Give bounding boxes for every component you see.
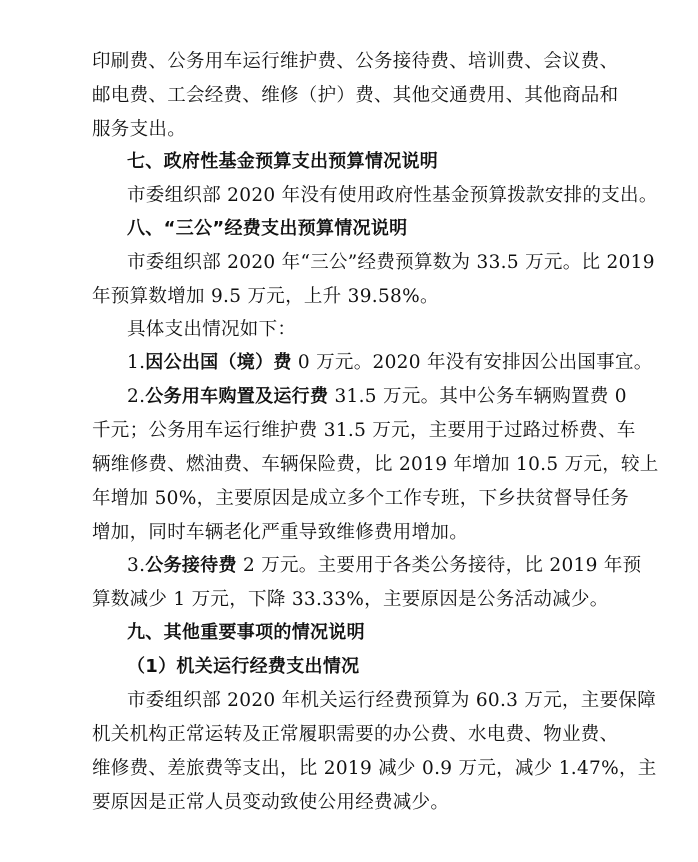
item-title: 公务用车购置及运行费 xyxy=(145,386,329,407)
item-number: 3. xyxy=(127,555,146,576)
paragraph-line: 市委组织部 2020 年“三公”经费预算数为 33.5 万元。比 2019 xyxy=(127,252,655,273)
list-item-1 xyxy=(127,346,653,380)
paragraph-line: 市委组织部 2020 年机关运行经费预算为 60.3 万元，主要保障 xyxy=(127,690,656,711)
paragraph-line: 千元；公务用车运行维护费 31.5 万元，主要用于过路过桥费、车 xyxy=(92,420,636,441)
paragraph-line: 辆维修费、燃油费、车辆保险费，比 2019 年增加 10.5 万元，较上 xyxy=(92,454,659,475)
list-item-2 xyxy=(127,380,627,414)
paragraph-line: 机关机构正常运转及正常履职需要的办公费、水电费、物业费、 xyxy=(92,724,619,745)
paragraph-line: 维修费、差旅费等支出，比 2019 减少 0.9 万元，减少 1.47%，主 xyxy=(92,758,657,779)
paragraph-line: 增加，同时车辆老化严重导致维修费用增加。 xyxy=(92,522,469,543)
paragraph-line: 年预算数增加 9.5 万元，上升 39.58%。 xyxy=(92,286,439,307)
paragraph-line: 市委组织部 2020 年没有使用政府性基金预算拨款安排的支出。 xyxy=(127,185,658,206)
paragraph-line: 算数减少 1 万元，下降 33.33%，主要原因是公务活动减少。 xyxy=(92,589,609,610)
paragraph-line: 要原因是正常人员变动致使公用经费减少。 xyxy=(92,792,450,813)
item-title: 因公出国（境）费 xyxy=(145,352,292,373)
paragraph-line: 印刷费、公务用车运行维护费、公务接待费、培训费、会议费、 xyxy=(92,51,619,72)
paragraph-line: 服务支出。 xyxy=(92,119,187,140)
item-number: 1. xyxy=(127,352,146,373)
subsection-heading: （1）机关运行经费支出情况 xyxy=(127,656,360,677)
paragraph-line: 邮电费、工会经费、维修（护）费、其他交通费用、其他商品和 xyxy=(92,85,619,106)
item-text: 31.5 万元。其中公务车辆购置费 0 xyxy=(328,386,627,407)
item-text: 0 万元。2020 年没有安排因公出国事宜。 xyxy=(291,352,653,373)
section-heading-8: 八、“三公”经费支出预算情况说明 xyxy=(127,218,408,239)
item-title: 公务接待费 xyxy=(145,555,237,576)
paragraph-line: 具体支出情况如下： xyxy=(127,319,297,340)
section-heading-9: 九、其他重要事项的情况说明 xyxy=(127,622,365,643)
item-number: 2. xyxy=(127,386,146,407)
section-heading-7: 七、政府性基金预算支出预算情况说明 xyxy=(127,151,439,172)
list-item-3 xyxy=(127,549,641,583)
item-text: 2 万元。主要用于各类公务接待，比 2019 年预 xyxy=(236,555,642,576)
paragraph-line: 年增加 50%，主要原因是成立多个工作专班，下乡扶贫督导任务 xyxy=(92,488,630,509)
